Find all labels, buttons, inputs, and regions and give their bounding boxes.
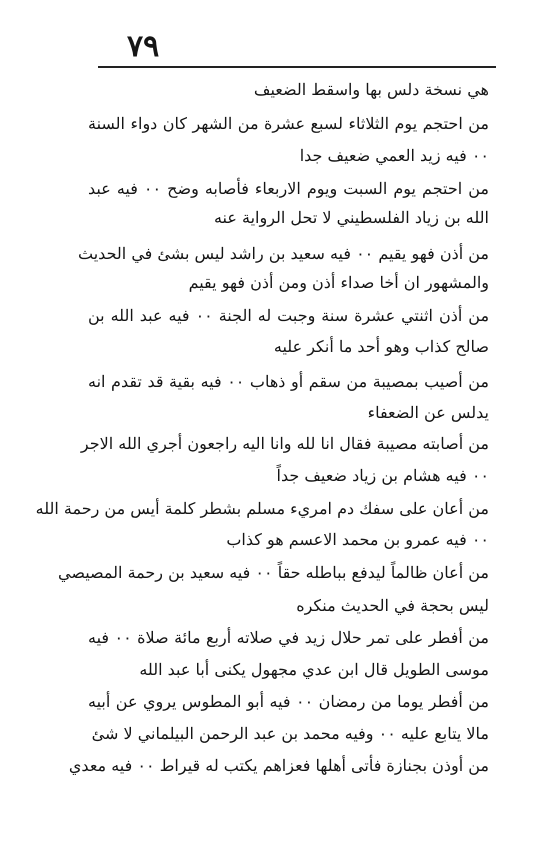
text-line: الله بن زياد الفلسطيني لا تحل الرواية عنه [213,208,489,227]
text-line: من احتجم يوم السبت ويوم الاربعاء فأصابه وضح ٠٠ فيه عبد [88,179,489,198]
text-line: ٠٠ فيه عمرو بن محمد الاعسم هو كذاب [226,530,489,549]
text-line: من أفطر على تمر حلال زيد في صلاته أربع مائة صلاة ٠٠ فيه [88,628,490,647]
text-line: صالح كذاب وهو أحد ما أنكر عليه [273,337,489,356]
text-line: ٠٠ فيه هشام بن زياد ضعيف جداً [276,466,489,485]
text-line: من أعان على سفك دم امريء مسلم بشطر كلمة أيس من رحمة الله [35,499,489,518]
text-line: ٠٠ فيه زيد العمي ضعيف جدا [299,146,489,165]
text-line: مالا يتابع عليه ٠٠ وفيه محمد بن عبد الرحمن البيلماني لا شئ [91,724,489,743]
text-line: هي نسخة دلس بها واسقط الضعيف [253,80,489,99]
text-line: من أوذن بجنازة فأتى أهلها فعزاهم يكتب له قيراط ٠٠ فيه معدي [68,756,489,775]
text-line: من أعان ظالماً ليدفع بباطله حقاً ٠٠ فيه سعيد بن رحمة المصيصي [58,563,489,582]
page-number: ٧٩ [127,29,160,64]
header-rule [98,66,496,68]
text-line: من أذن اثنتي عشرة سنة وجبت له الجنة ٠٠ فيه عبد الله بن [88,306,490,325]
text-line: ليس بحجة في الحديث منكره [296,596,489,615]
text-line: موسى الطويل قال ابن عدي مجهول يكنى أبا عبد الله [139,660,489,679]
text-line: من أصيب بمصيبة من سقم أو ذهاب ٠٠ فيه بقية قد تقدم انه [88,372,489,391]
text-line: من أصابته مصيبة فقال انا لله وانا اليه راجعون أجري الله الاجر [80,434,489,453]
text-line: من أذن فهو يقيم ٠٠ فيه سعيد بن راشد ليس بشئ في الحديث [78,244,489,263]
text-line: والمشهور ان أخا صداء أذن ومن أذن فهو يقيم [188,273,489,292]
text-line: من احتجم يوم الثلاثاء لسبع عشرة من الشهر كان دواء السنة [88,114,489,133]
text-line: من أفطر يوما من رمضان ٠٠ فيه أبو المطوس يروي عن أبيه [88,692,489,711]
text-line: يدلس عن الضعفاء [367,403,489,422]
